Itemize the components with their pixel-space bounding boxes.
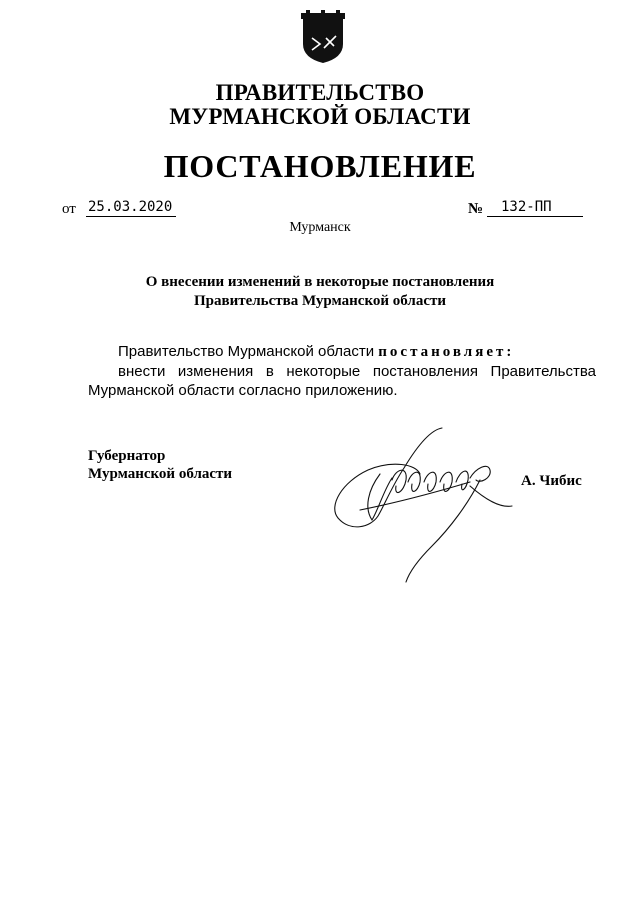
document-type-title: ПОСТАНОВЛЕНИЕ bbox=[163, 148, 477, 184]
body-line2: внести изменения в некоторые постановления Правительства bbox=[118, 363, 596, 380]
document-date: 25.03.2020 bbox=[86, 198, 176, 217]
org-name-line1: ПРАВИТЕЛЬСТВО bbox=[215, 80, 425, 105]
subject-line1: О внесении изменений в некоторые постановления bbox=[145, 274, 495, 290]
signer-name: А. Чибис bbox=[521, 473, 582, 489]
signer-position-line1: Губернатор bbox=[88, 448, 166, 464]
body-intro-text: Правительство Мурманской области bbox=[118, 343, 379, 360]
body-line3: Мурманской области согласно приложению. bbox=[88, 382, 398, 399]
number-label: № bbox=[468, 201, 484, 217]
handwritten-signature bbox=[320, 420, 520, 595]
date-label: от bbox=[62, 201, 76, 217]
subject-line2: Правительства Мурманской области bbox=[193, 293, 447, 309]
signer-position-line2: Мурманской области bbox=[88, 466, 233, 482]
document-number: 132-ПП bbox=[487, 198, 583, 217]
coat-of-arms-icon bbox=[300, 10, 346, 64]
org-name-line2: МУРМАНСКОЙ ОБЛАСТИ bbox=[169, 104, 471, 129]
city-name: Мурманск bbox=[289, 220, 351, 235]
body-intro bbox=[118, 343, 514, 361]
decree-word: постановляет: bbox=[378, 344, 515, 360]
